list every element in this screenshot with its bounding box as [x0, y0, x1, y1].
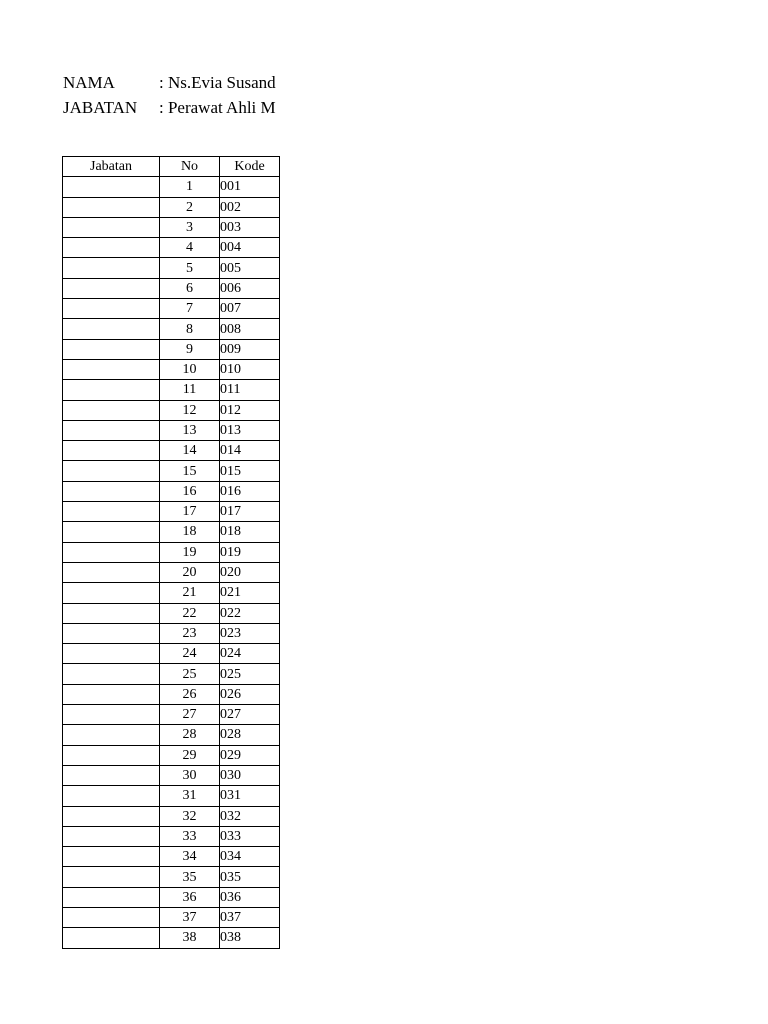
cell-no: 27 [160, 705, 220, 725]
cell-jabatan [63, 258, 160, 278]
cell-no: 25 [160, 664, 220, 684]
cell-jabatan [63, 299, 160, 319]
cell-no: 17 [160, 502, 220, 522]
cell-no: 29 [160, 745, 220, 765]
cell-kode: 030 [220, 765, 280, 785]
table-row [63, 542, 280, 562]
cell-kode: 013 [220, 420, 280, 440]
cell-kode: 016 [220, 481, 280, 501]
table-row [63, 725, 280, 745]
table-header [63, 157, 280, 177]
cell-kode: 038 [220, 928, 280, 948]
cell-kode: 020 [220, 562, 280, 582]
cell-kode: 035 [220, 867, 280, 887]
table-row [63, 522, 280, 542]
table-row [63, 765, 280, 785]
cell-jabatan [63, 583, 160, 603]
cell-jabatan [63, 238, 160, 258]
cell-no: 36 [160, 887, 220, 907]
table-row [63, 197, 280, 217]
cell-jabatan [63, 603, 160, 623]
table-row [63, 339, 280, 359]
cell-kode: 002 [220, 197, 280, 217]
cell-kode: 021 [220, 583, 280, 603]
cell-jabatan [63, 197, 160, 217]
table-row [63, 400, 280, 420]
cell-jabatan [63, 928, 160, 948]
table-row [63, 928, 280, 948]
table-row [63, 258, 280, 278]
table-row [63, 867, 280, 887]
cell-kode: 007 [220, 299, 280, 319]
table-row [63, 603, 280, 623]
table-row [63, 847, 280, 867]
table-row [63, 461, 280, 481]
cell-kode: 001 [220, 177, 280, 197]
cell-no: 21 [160, 583, 220, 603]
cell-kode: 022 [220, 603, 280, 623]
cell-no: 5 [160, 258, 220, 278]
cell-jabatan [63, 359, 160, 379]
cell-jabatan [63, 847, 160, 867]
cell-jabatan [63, 542, 160, 562]
table-row [63, 644, 280, 664]
cell-jabatan [63, 644, 160, 664]
table-row [63, 745, 280, 765]
table-row [63, 502, 280, 522]
cell-kode: 036 [220, 887, 280, 907]
cell-no: 14 [160, 441, 220, 461]
cell-no: 26 [160, 684, 220, 704]
cell-kode: 028 [220, 725, 280, 745]
table-row [63, 786, 280, 806]
table-row [63, 299, 280, 319]
cell-kode: 015 [220, 461, 280, 481]
cell-no: 4 [160, 238, 220, 258]
cell-kode: 025 [220, 664, 280, 684]
cell-no: 18 [160, 522, 220, 542]
cell-no: 37 [160, 907, 220, 927]
cell-jabatan [63, 217, 160, 237]
cell-kode: 034 [220, 847, 280, 867]
table-body [63, 177, 280, 948]
cell-jabatan [63, 562, 160, 582]
cell-jabatan [63, 380, 160, 400]
table-row [63, 826, 280, 846]
cell-no: 35 [160, 867, 220, 887]
column-header-no: No [160, 157, 220, 177]
jabatan-value: : Perawat Ahli M [159, 98, 276, 117]
nama-value: : Ns.Evia Susand [159, 73, 276, 92]
table-row [63, 887, 280, 907]
cell-no: 7 [160, 299, 220, 319]
cell-jabatan [63, 725, 160, 745]
cell-kode: 019 [220, 542, 280, 562]
cell-jabatan [63, 400, 160, 420]
cell-no: 31 [160, 786, 220, 806]
table-row [63, 907, 280, 927]
cell-kode: 037 [220, 907, 280, 927]
table-row [63, 359, 280, 379]
cell-no: 28 [160, 725, 220, 745]
cell-kode: 010 [220, 359, 280, 379]
cell-no: 20 [160, 562, 220, 582]
cell-no: 34 [160, 847, 220, 867]
cell-no: 10 [160, 359, 220, 379]
cell-jabatan [63, 745, 160, 765]
cell-kode: 031 [220, 786, 280, 806]
cell-jabatan [63, 826, 160, 846]
cell-jabatan [63, 177, 160, 197]
header-row [63, 157, 280, 177]
cell-jabatan [63, 461, 160, 481]
cell-no: 2 [160, 197, 220, 217]
cell-kode: 032 [220, 806, 280, 826]
cell-jabatan [63, 481, 160, 501]
cell-no: 9 [160, 339, 220, 359]
cell-kode: 014 [220, 441, 280, 461]
cell-jabatan [63, 786, 160, 806]
cell-kode: 023 [220, 623, 280, 643]
table-row [63, 380, 280, 400]
cell-kode: 024 [220, 644, 280, 664]
kode-table [62, 156, 280, 949]
table-row [63, 177, 280, 197]
cell-no: 30 [160, 765, 220, 785]
cell-jabatan [63, 867, 160, 887]
table-row [63, 623, 280, 643]
cell-jabatan [63, 765, 160, 785]
cell-jabatan [63, 339, 160, 359]
table-row [63, 583, 280, 603]
cell-kode: 004 [220, 238, 280, 258]
cell-no: 32 [160, 806, 220, 826]
table-row [63, 684, 280, 704]
cell-jabatan [63, 420, 160, 440]
table-row [63, 319, 280, 339]
cell-no: 38 [160, 928, 220, 948]
cell-kode: 003 [220, 217, 280, 237]
cell-jabatan [63, 887, 160, 907]
cell-no: 3 [160, 217, 220, 237]
cell-jabatan [63, 623, 160, 643]
cell-jabatan [63, 907, 160, 927]
cell-no: 22 [160, 603, 220, 623]
cell-no: 13 [160, 420, 220, 440]
cell-no: 19 [160, 542, 220, 562]
cell-no: 8 [160, 319, 220, 339]
table-row [63, 705, 280, 725]
cell-kode: 008 [220, 319, 280, 339]
cell-kode: 005 [220, 258, 280, 278]
cell-no: 6 [160, 278, 220, 298]
table-row [63, 238, 280, 258]
cell-no: 33 [160, 826, 220, 846]
cell-jabatan [63, 705, 160, 725]
cell-no: 1 [160, 177, 220, 197]
table-row [63, 562, 280, 582]
cell-no: 15 [160, 461, 220, 481]
column-header-kode: Kode [220, 157, 280, 177]
nama-row [63, 70, 281, 95]
table-row [63, 481, 280, 501]
cell-no: 11 [160, 380, 220, 400]
cell-kode: 033 [220, 826, 280, 846]
cell-kode: 026 [220, 684, 280, 704]
table-row [63, 441, 280, 461]
cell-no: 12 [160, 400, 220, 420]
cell-kode: 018 [220, 522, 280, 542]
table-row [63, 420, 280, 440]
cell-no: 16 [160, 481, 220, 501]
cell-kode: 012 [220, 400, 280, 420]
cell-kode: 029 [220, 745, 280, 765]
cell-jabatan [63, 278, 160, 298]
cell-jabatan [63, 502, 160, 522]
employee-header [63, 70, 281, 120]
table-row [63, 806, 280, 826]
cell-no: 23 [160, 623, 220, 643]
cell-kode: 006 [220, 278, 280, 298]
cell-jabatan [63, 684, 160, 704]
cell-jabatan [63, 319, 160, 339]
cell-jabatan [63, 441, 160, 461]
jabatan-label: JABATAN [63, 98, 138, 117]
table-row [63, 217, 280, 237]
nama-label: NAMA [63, 73, 115, 92]
table-row [63, 278, 280, 298]
cell-no: 24 [160, 644, 220, 664]
table-row [63, 664, 280, 684]
cell-jabatan [63, 522, 160, 542]
jabatan-row [63, 95, 281, 120]
cell-jabatan [63, 664, 160, 684]
cell-kode: 011 [220, 380, 280, 400]
cell-kode: 027 [220, 705, 280, 725]
cell-kode: 009 [220, 339, 280, 359]
cell-kode: 017 [220, 502, 280, 522]
cell-jabatan [63, 806, 160, 826]
column-header-jabatan: Jabatan [63, 157, 160, 177]
